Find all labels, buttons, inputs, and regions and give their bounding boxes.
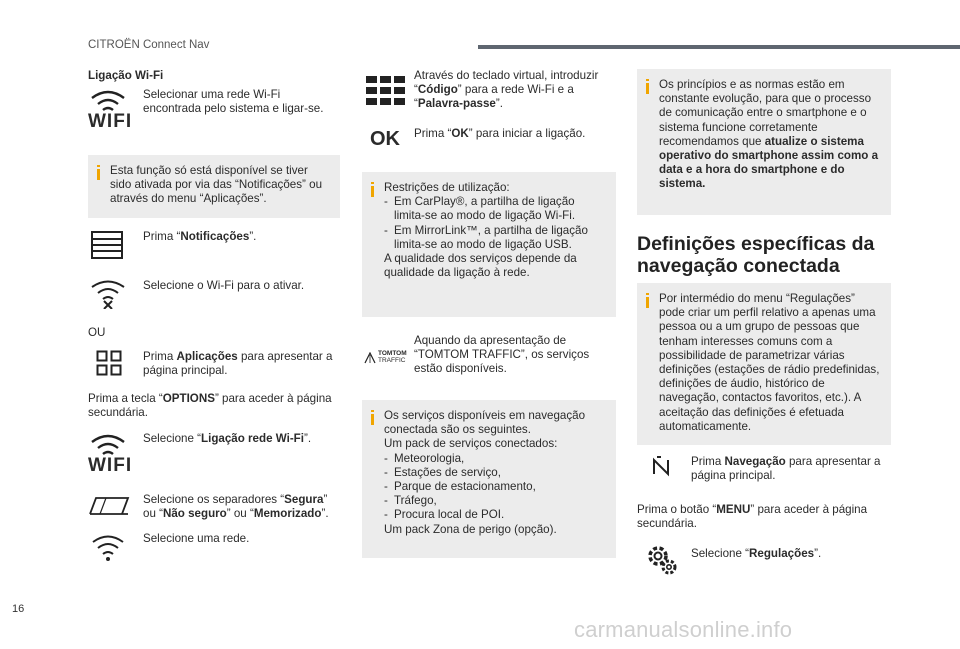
text-bold: Não seguro: [162, 507, 227, 521]
text: ” para iniciar a ligação.: [468, 127, 586, 140]
text-bold: Código: [417, 83, 458, 97]
section-heading-connected-nav: Definições específicas da navegação conectada: [637, 233, 875, 277]
wifi-network-icon: [90, 533, 126, 567]
list-item: - Em MirrorLink™, a partilha de ligação limita-se ao modo de ligação USB.: [384, 224, 606, 252]
text: ”.: [303, 432, 312, 445]
text: para apresentar a página principal.: [143, 350, 333, 378]
text: Prima o botão “: [637, 503, 717, 516]
step-tomtom-traffic: Aquando da apresentação de “TOMTOM TRAFFIC”, os serviços estão disponíveis.: [414, 334, 590, 376]
text-bold: OPTIONS: [162, 392, 215, 405]
text: ”.: [495, 97, 503, 111]
text-bold: Memorizado: [253, 507, 322, 521]
step-select-network-2: Selecione uma rede.: [143, 532, 250, 545]
text-bold: Notificações: [180, 230, 250, 243]
text: ”.: [249, 230, 257, 243]
ok-icon: OK: [370, 128, 400, 150]
note-text: Esta função só está disponível se tiver sido ativada por via das “Notificações” ou através do menu “Aplicações”.: [110, 164, 323, 206]
note-title: Restrições de utilização:: [384, 181, 510, 194]
text: ” para aceder à página secundária.: [637, 503, 868, 531]
list-item: - Estações de serviço,: [384, 466, 606, 480]
text: ” ou “: [143, 493, 328, 521]
para-menu-button: [637, 503, 892, 531]
wifi-icon-label: WIFI: [88, 455, 133, 476]
note-settings-profile: [637, 283, 891, 445]
step-select-regulacoes: [691, 547, 891, 561]
header-bar: [478, 45, 960, 49]
section-heading-wifi: Ligação Wi-Fi: [88, 69, 164, 82]
step-press-ok: [414, 127, 614, 141]
text: Selecione os separadores “: [143, 493, 285, 506]
text: Prima: [143, 350, 177, 363]
step-press-applications: [143, 350, 338, 378]
keyboard-icon: [366, 76, 406, 110]
text: ”.: [814, 547, 822, 560]
manual-title: CITROËN Connect Nav: [88, 39, 210, 51]
list-item: - Meteorologia,: [384, 452, 606, 466]
note-text: Por intermédio do menu “Regulações” pode criar um perfil relativo a apenas uma pessoa ou a um grupo de pessoas que tenham interesses comuns com a possibilidade de parametrizar várias definições (estações de rádio predefinidas, definições de áudio, histórico de navegação, contactos favoritos, etc.). A aceitação das definições é efetuada automaticamente.: [659, 292, 880, 433]
text-bold: Segura: [284, 493, 324, 506]
list-item: - Em CarPlay®, a partilha de ligação limita-se ao modo de ligação Wi-Fi.: [384, 195, 606, 223]
text: Selecione “: [691, 547, 750, 560]
note-text: Um pack de serviços conectados:: [384, 437, 558, 451]
text: Prima a tecla “: [88, 392, 163, 405]
text: Através do teclado virtual, introduzir “: [414, 69, 599, 97]
text-bold: Navegação: [724, 455, 786, 468]
page-number: 16: [12, 603, 25, 615]
wifi-icon: [88, 432, 133, 478]
tabs-icon: [88, 494, 130, 522]
traffic-label: TRAFFIC: [378, 357, 406, 364]
wifi-icon-label: WIFI: [88, 111, 133, 132]
text: ”.: [321, 507, 329, 521]
step-virtual-keyboard: [414, 69, 614, 112]
step-press-navigation: [691, 455, 891, 483]
note-text-bold: atualize o sistema operativo do smartphone assim como a data e a hora do smartphone e do sistema.: [659, 134, 879, 191]
note-tail: Um pack Zona de perigo (opção).: [384, 522, 557, 536]
text-bold: Regulações: [749, 547, 815, 560]
text-bold: MENU: [716, 503, 751, 516]
para-options-key: [88, 392, 343, 420]
list-item: - Tráfego,: [384, 494, 606, 508]
watermark: carmanualsonline.info: [574, 617, 793, 642]
text: Prima “: [143, 230, 181, 243]
note-wifi-activation: [88, 155, 340, 218]
step-select-wifi-connection: [143, 432, 338, 446]
note-text: Os princípios e as normas estão em constante evolução, para que o processo de comunicação entre o smartphone e o sistema funcione corretamente recomendamos que: [659, 78, 872, 148]
step-select-tabs: [143, 493, 343, 521]
settings-gear-icon: [645, 543, 679, 581]
note-restrictions: [362, 172, 616, 317]
applications-icon: [96, 350, 122, 380]
note-services: [362, 400, 616, 558]
step-select-network: Selecionar uma rede Wi-Fi encontrada pelo sistema e ligar-se.: [143, 88, 324, 116]
tomtom-traffic-icon: [364, 350, 408, 368]
step-press-notifications: [143, 230, 338, 244]
text: Prima: [691, 455, 725, 468]
text-bold: Palavra-passe: [417, 97, 496, 111]
step-activate-wifi: Selecione o Wi-Fi para o ativar.: [143, 279, 305, 292]
services-list: [384, 452, 606, 523]
text: Selecione “: [143, 432, 202, 445]
navigation-icon: [650, 455, 672, 481]
notifications-icon: [90, 230, 126, 264]
wifi-off-icon: [88, 279, 128, 313]
list-item: - Procura local de POI.: [384, 508, 606, 522]
text: ” para a rede Wi-Fi e a “: [414, 83, 574, 111]
tomtom-label: TOMTOM: [378, 350, 407, 357]
or-label: OU: [88, 326, 106, 339]
list-item: - Parque de estacionamento,: [384, 480, 606, 494]
restrictions-list: [384, 195, 606, 252]
wifi-icon: [88, 88, 133, 134]
text-bold: Aplicações: [176, 350, 238, 363]
text-bold: Ligação rede Wi-Fi: [201, 432, 304, 445]
note-text: Os serviços disponíveis em navegação conectada são os seguintes.: [384, 409, 586, 437]
text: ” para aceder à página secundária.: [88, 392, 332, 420]
note-tail: A qualidade dos serviços depende da qualidade da ligação à rede.: [384, 252, 577, 280]
text: para apresentar a página principal.: [691, 455, 881, 483]
text-bold: OK: [451, 127, 469, 140]
text: ” ou “: [226, 507, 254, 521]
text: Prima “: [414, 127, 452, 140]
note-standards: [637, 69, 891, 215]
